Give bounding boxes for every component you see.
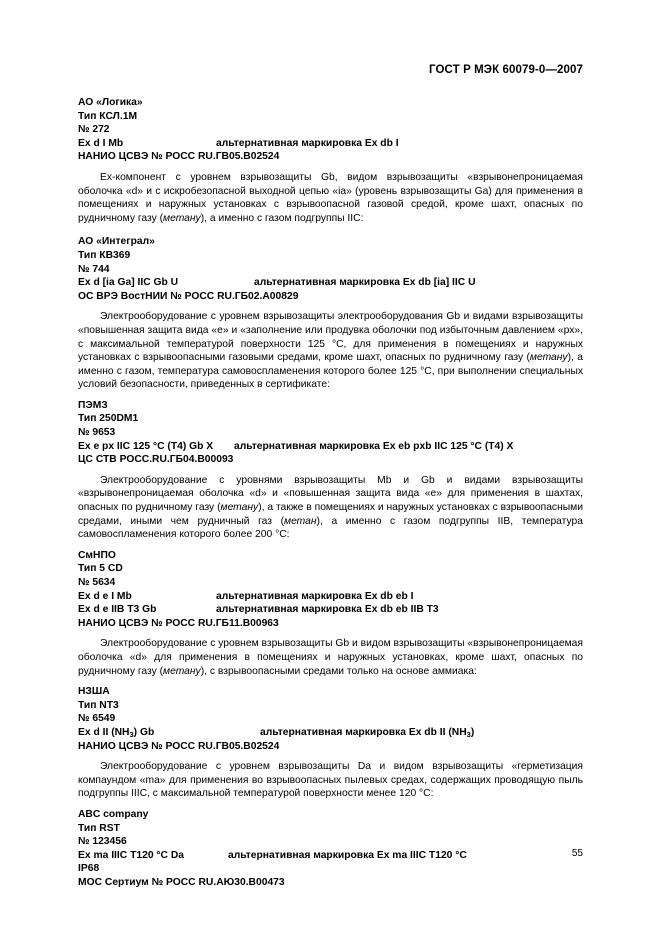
number-line: № 744 [78, 263, 110, 275]
number-line: № 5634 [78, 577, 116, 588]
alt-marking: альтернативная маркировка Ex db I [216, 137, 399, 149]
type-line: Тип КСЛ.1М [78, 110, 138, 122]
document-body [78, 96, 583, 896]
manufacturer: АО «Логика» [78, 97, 143, 108]
certificate-line: НАНИО ЦСВЭ № РОСС RU.ГВ05.В02524 [78, 740, 280, 752]
manufacturer: АО «Интеграл» [78, 236, 155, 248]
alt-marking: альтернативная маркировка Ex db eb IIB T3 [216, 604, 439, 616]
marking: Ex e px IIC 125 °C (T4) Gb X [78, 440, 214, 452]
certificate-line: ОС ВРЭ ВостНИИ № РОСС RU.ГБ02.А00829 [78, 290, 299, 302]
equipment-block-nzsha [78, 685, 583, 753]
marking: Ex d e I Mb [78, 590, 132, 602]
alt-marking: альтернативная маркировка Ex db eb I [216, 590, 414, 602]
marking-line [78, 440, 583, 454]
certificate-line: МОС Сертиум № РОСС RU.АЮ30.В00473 [78, 876, 285, 888]
manufacturer: СмНПО [78, 549, 116, 561]
description-paragraph: Электрооборудование с уровнями взрывозащиты Mb и Gb и видами взрывозащиты «взрывонепроницаемая оболочка «d» и «повышенная защита вида «е» для применения в шахтах, опасных по рудничному газу (метану), а также в помещениях и наружных установках с взрывоопасными средами, иными чем рудничный газ (метан), а именно с газом подгруппы IIB, температура самовоспламенения которого более 200 °С: [78, 474, 584, 541]
certificate-line: ЦС СТВ РОСС.RU.ГБ04.В00093 [78, 454, 234, 466]
type-line: Тип 250DM1 [78, 413, 139, 425]
description-paragraph: Электрооборудование с уровнем взрывозащиты Da и видом взрывозащиты «герметизация компаундом «ma» для применения во взрывоопасных пылевых средах, содержащих проводящую пыль подгруппы IIIC, с максимальной температурой поверхности менее 120 °С: [78, 761, 583, 800]
marking-line [78, 726, 583, 740]
marking: Ex d II $(NH_3)$ Gb [78, 726, 155, 739]
type-line: Тип КВ369 [78, 249, 131, 261]
ip-rating: IP68 [78, 863, 100, 875]
marking-line [78, 276, 583, 290]
marking: Ex d I Mb [78, 137, 124, 149]
equipment-block-pemz [78, 399, 583, 467]
alt-marking: альтернативная маркировка Ex ma IIIC T120 °C [228, 849, 467, 861]
alt-marking: альтернативная маркировка Ex db [ia] IIC U [254, 277, 476, 289]
equipment-block-logika [78, 96, 583, 164]
number-line: № 123456 [78, 836, 127, 848]
type-line: Тип 5 CD [78, 563, 123, 575]
document-header: ГОСТ Р МЭК 60079-0—2007 [429, 64, 583, 76]
marking: Ex d e IIB T3 Gb [78, 604, 157, 616]
alt-marking: альтернативная маркировка Ex eb pxb IIC 125 °C (T4) X [234, 440, 514, 452]
manufacturer: НЗША [78, 686, 110, 698]
description-paragraph: Ех-компонент с уровнем взрывозащиты Gb, видом взрывозащиты «взрывонепроницаемая оболочка «d» и с искробезопасной выходной цепью «ia» (уровень взрывозащиты Ga) для применения в помещениях и наружных установках с взрывоопасной газовой средой, кроме шахт, опасных по рудничному газу (метану), а именно с газом подгруппы IIС: [78, 171, 583, 224]
number-line: № 272 [78, 124, 110, 136]
marking-line [78, 137, 583, 151]
number-line: № 6549 [78, 713, 116, 725]
marking-line-2 [78, 603, 583, 617]
description-paragraph: Электрооборудование с уровнем взрывозащиты Gb и видом взрывозащиты «взрывонепроницаемая оболочка «d» для применения в помещениях и наружных установках, кроме шахт, опасных по рудничному газу (метану), с взрывоопасными средами только на основе аммиака: [78, 638, 583, 677]
equipment-block-abc [78, 808, 583, 890]
certificate-line: НАНИО ЦСВЭ № РОСС RU.ГБ11.В00963 [78, 617, 279, 629]
type-line: Тип RST [78, 822, 120, 834]
marking-line [78, 590, 583, 604]
page-number: 55 [571, 848, 583, 859]
certificate-line: НАНИО ЦСВЭ № РОСС RU.ГВ05.В02524 [78, 151, 280, 163]
description-paragraph: Электрооборудование с уровнем взрывозащиты электрооборудования Gb и видами взрывозащиты «повышенная защита вида «е» и «заполнение или продувка оболочки под избыточным давлением «рх», с максимальной температурой поверхности 125 °С, для применения в помещениях и наружных установках с взрывоопасными газовыми средами, кроме шахт, опасных по рудничному газу (метану), а именно с газом, температура самовоспламенения которого более 125 °С, при выполнении специальных условий безопасности, приведенных в сертификате: [78, 311, 583, 391]
number-line: № 9653 [78, 427, 116, 439]
equipment-block-integral [78, 235, 583, 303]
marking: Ex ma IIIC T120 °C Da [78, 849, 184, 861]
manufacturer: ПЭМЗ [78, 399, 108, 411]
equipment-block-smnpo [78, 549, 583, 631]
marking-line [78, 849, 583, 863]
marking: Ex d [ia Ga] IIC Gb U [78, 277, 179, 289]
manufacturer: ABC company [78, 808, 149, 820]
alt-marking: альтернативная маркировка Ex db II $(NH_3)$ [260, 726, 475, 739]
type-line: Тип NT3 [78, 699, 119, 711]
